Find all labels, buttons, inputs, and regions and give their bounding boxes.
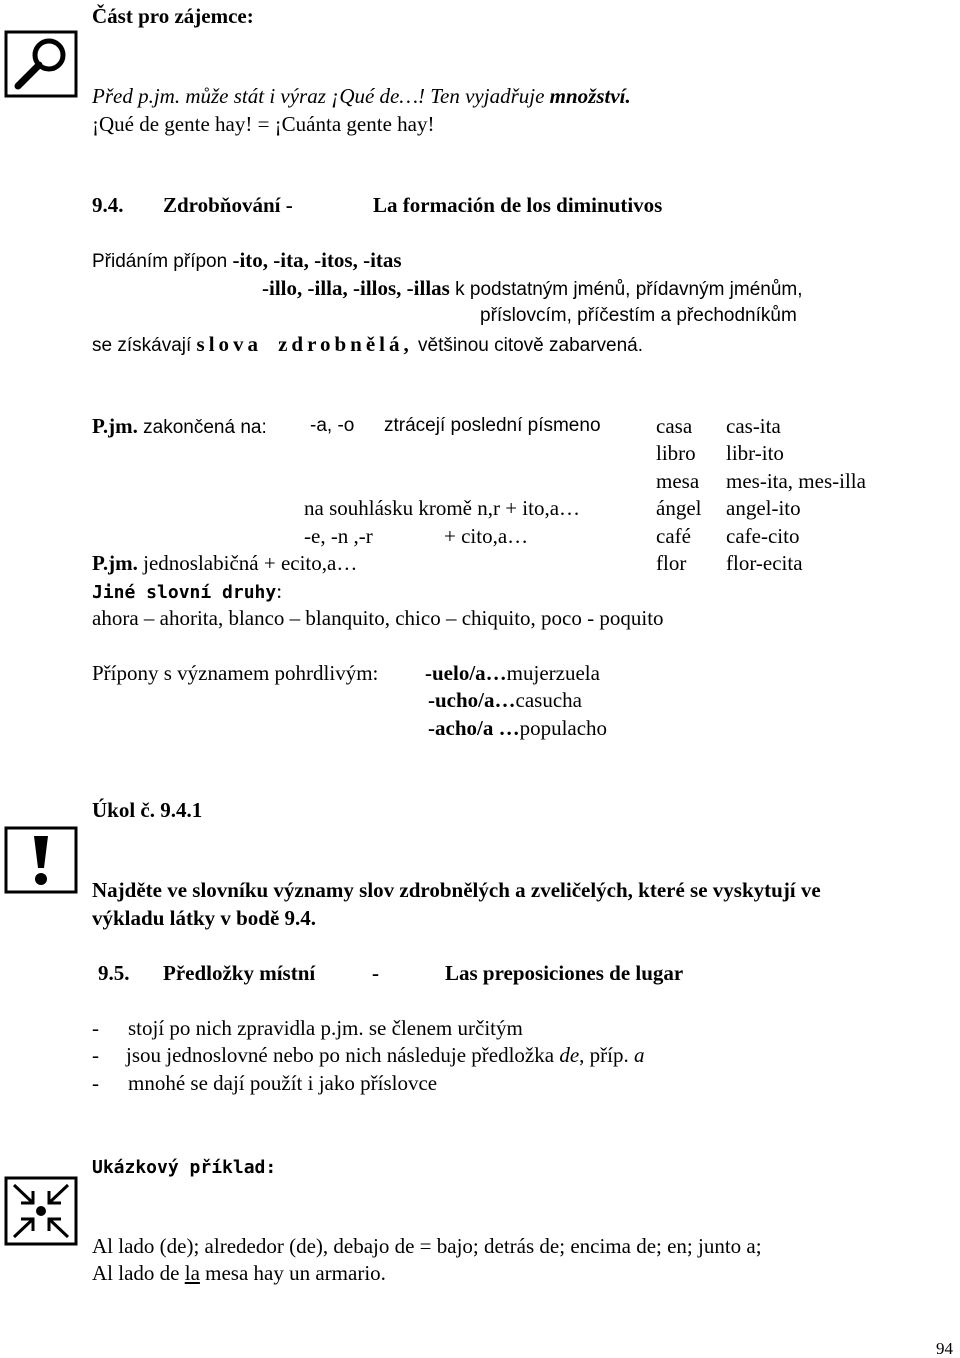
suffix-line-4: se získávají slova zdrobnělá, většinou citově zabarvená. bbox=[92, 332, 644, 356]
pejorative-label: Přípony s významem pohrdlivým: bbox=[92, 661, 379, 685]
examples-rule-2: na souhlásku kromě n,r + ito,a… bbox=[304, 496, 581, 520]
examples-rule-4: P.jm. jednoslabičná + ecito,a… bbox=[92, 551, 358, 575]
intro-line-1: Před p.jm. může stát i výraz ¡Qué de…! Ten vyjadřuje množství. bbox=[92, 84, 631, 108]
example-word: ángel bbox=[656, 496, 702, 520]
examples-row-1-label: P.jm. zakončená na: bbox=[92, 414, 267, 438]
arrows-converge-icon bbox=[4, 1176, 78, 1246]
pejorative-item: -uelo/a…mujerzuela bbox=[425, 661, 600, 685]
examples-rule-1: ztrácejí poslední písmeno bbox=[384, 415, 601, 436]
task-title: Úkol č. 9.4.1 bbox=[92, 798, 203, 822]
bullet-dash: - bbox=[92, 1071, 99, 1095]
task-line-1: Najděte ve slovníku významy slov zdrobnělých a zveličelých, které se vyskytují ve bbox=[92, 878, 821, 902]
example-diminutive: cafe-cito bbox=[726, 524, 800, 548]
example-word: flor bbox=[656, 551, 687, 575]
section-95-title-cz: Předložky místní bbox=[163, 961, 316, 985]
bullet-text: jsou jednoslovné nebo po nich následuje předložka de, příp. a bbox=[126, 1043, 645, 1067]
example-line-1: Al lado (de); alrededor (de), debajo de = bajo; detrás de; encima de; en; junto a; bbox=[92, 1234, 762, 1258]
task-line-2: výkladu látky v bodě 9.4. bbox=[92, 906, 317, 930]
exclamation-icon bbox=[4, 826, 78, 894]
suffix-line-1: Přidáním přípon -ito, -ita, -itos, -itas bbox=[92, 248, 402, 272]
example-title: Ukázkový příklad: bbox=[92, 1157, 277, 1178]
section-95-dash: - bbox=[372, 961, 379, 985]
bullet-text: mnohé se dají použít i jako příslovce bbox=[128, 1071, 438, 1095]
other-examples: ahora – ahorita, blanco – blanquito, chico – chiquito, poco - poquito bbox=[92, 606, 664, 630]
example-diminutive: libr-ito bbox=[726, 441, 784, 465]
example-word: mesa bbox=[656, 469, 700, 493]
example-word: casa bbox=[656, 414, 693, 438]
example-word: café bbox=[656, 524, 691, 548]
suffix-line-3: příslovcím, příčestím a přechodníkům bbox=[480, 305, 797, 326]
suffix-line-2: -illo, -illa, -illos, -illas k podstatným jménů, přídavným jménům, bbox=[262, 276, 803, 300]
bullet-dash: - bbox=[92, 1043, 99, 1067]
examples-rule-3b: + cito,a… bbox=[444, 524, 529, 548]
pejorative-item: -ucho/a…casucha bbox=[428, 688, 582, 712]
section-94-title-es: La formación de los diminutivos bbox=[373, 193, 663, 217]
example-line-2: Al lado de la mesa hay un armario. bbox=[92, 1261, 386, 1285]
magnifier-icon bbox=[4, 30, 78, 98]
section-95-title-es: Las preposiciones de lugar bbox=[445, 961, 684, 985]
page-number: 94 bbox=[936, 1339, 953, 1358]
section-94-number: 9.4. bbox=[92, 193, 124, 217]
section-94-title-cz: Zdrobňování - bbox=[163, 193, 293, 217]
example-diminutive: angel-ito bbox=[726, 496, 801, 520]
bullet-text: stojí po nich zpravidla p.jm. se členem určitým bbox=[128, 1016, 523, 1040]
intro-line-2: ¡Qué de gente hay! = ¡Cuánta gente hay! bbox=[92, 112, 435, 136]
example-diminutive: cas-ita bbox=[726, 414, 781, 438]
example-diminutive: flor-ecita bbox=[726, 551, 803, 575]
examples-rule-3: -e, -n ,-r bbox=[304, 524, 373, 548]
pejorative-item: -acho/a …populacho bbox=[428, 716, 608, 740]
section-title: Část pro zájemce: bbox=[92, 4, 254, 28]
bullet-dash: - bbox=[92, 1016, 99, 1040]
example-word: libro bbox=[656, 441, 696, 465]
other-parts-of-speech-label: Jiné slovní druhy: bbox=[92, 579, 283, 603]
section-95-number: 9.5. bbox=[98, 961, 130, 985]
example-diminutive: mes-ita, mes-illa bbox=[726, 469, 866, 493]
examples-endings: -a, -o bbox=[310, 415, 355, 436]
